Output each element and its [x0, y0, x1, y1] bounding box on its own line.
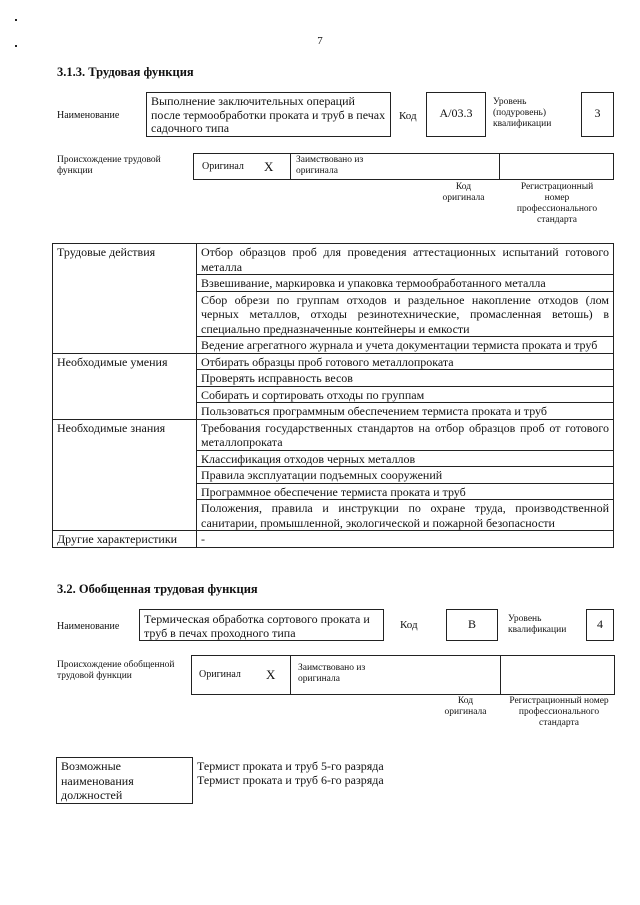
function-name: Термическая обработка сортового проката и труб в печах проходного типа — [144, 612, 370, 640]
code-value: В — [467, 617, 476, 631]
name-label: Наименование — [57, 621, 120, 632]
origin-label: Происхождение обобщенной трудовой функции — [57, 660, 175, 681]
original-label: Оригинал — [199, 669, 241, 680]
table-cell: Отбирать образцы проб готового металлопроката — [197, 353, 614, 370]
page-number: 7 — [317, 35, 323, 47]
code-box — [426, 92, 486, 137]
name-label: Наименование — [57, 110, 120, 121]
scan-mark — [15, 19, 17, 21]
borrowed-label: Заимствовано из оригинала — [298, 663, 366, 684]
level-box — [581, 92, 614, 137]
origin-table — [193, 153, 614, 180]
table-row — [57, 758, 615, 804]
code-label: Код — [399, 110, 417, 122]
table-cell: Взвешивание, маркировка и упаковка термообработанного металла — [197, 275, 614, 292]
section-heading: 3.1.3. Трудовая функция — [57, 65, 194, 79]
original-mark: X — [266, 667, 276, 682]
table-cell: Сбор обрези по группам отходов и раздельное накопление отходов (лом черных металлов, отходы резинотехнические, промасленная ветошь) в специально предназначенные контейнеры и емкости — [197, 291, 614, 337]
level-box — [586, 609, 614, 641]
table-cell: Правила эксплуатации подъемных сооружений — [197, 467, 614, 484]
positions-label: Возможные наименования должностей — [57, 758, 193, 804]
code-label: Код — [400, 619, 418, 631]
table-cell: Требования государственных стандартов на отбор образцов проб от готового металлопроката — [197, 419, 614, 450]
table-cell: Положения, правила и инструкции по охране труда, производственной санитарии, промышленной, экологической и пожарной безопасности — [197, 500, 614, 531]
table-row — [53, 531, 614, 548]
borrowed-label: Заимствовано из оригинала — [296, 155, 364, 176]
level-value: 3 — [594, 106, 601, 120]
table-cell: Собирать и сортировать отходы по группам — [197, 386, 614, 403]
table-cell: Проверять исправность весов — [197, 370, 614, 387]
table-cell: Отбор образцов проб для проведения аттестационных испытаний готового металла — [197, 244, 614, 275]
function-name-box — [146, 92, 391, 137]
original-mark: X — [264, 159, 274, 174]
position-item: Термист проката и труб 5-го разряда — [197, 758, 384, 773]
section-heading: 3.2. Обобщенная трудовая функция — [57, 582, 258, 596]
table-row — [53, 419, 614, 450]
origin-table — [191, 655, 615, 695]
table-cell: Ведение агрегатного журнала и учета документации термиста проката и труб — [197, 337, 614, 354]
original-label: Оригинал — [202, 161, 244, 172]
reg-number-caption: Регистрационный номер профессионального стандарта — [516, 182, 598, 225]
table-row — [53, 353, 614, 370]
function-details-table — [52, 243, 614, 548]
row-label: Другие характеристики — [53, 531, 197, 548]
level-value: 4 — [597, 617, 603, 631]
code-original-caption: Код оригинала — [442, 182, 485, 203]
code-box — [446, 609, 498, 641]
function-name: Выполнение заключительных операций после термообработки проката и труб в печах садочного типа — [151, 94, 386, 135]
level-label: Уровень квалификации — [508, 614, 567, 635]
table-cell: - — [197, 531, 614, 548]
positions-table — [56, 757, 614, 804]
positions-cell — [193, 758, 615, 804]
reg-number-caption: Регистрационный номер профессионального стандарта — [509, 696, 609, 728]
code-original-caption: Код оригинала — [444, 696, 487, 717]
origin-label: Происхождение трудовой функции — [57, 155, 161, 176]
code-value: А/03.3 — [439, 106, 473, 120]
row-label: Трудовые действия — [53, 244, 197, 354]
table-cell: Классификация отходов черных металлов — [197, 450, 614, 467]
table-cell: Пользоваться программным обеспечением термиста проката и труб — [197, 403, 614, 420]
row-label: Необходимые умения — [53, 353, 197, 419]
level-label: Уровень (подуровень) квалификации — [493, 97, 552, 129]
function-name-box — [139, 609, 384, 641]
position-item: Термист проката и труб 6-го разряда — [197, 773, 384, 787]
table-cell: Программное обеспечение термиста проката и труб — [197, 483, 614, 500]
table-row — [53, 244, 614, 275]
row-label: Необходимые знания — [53, 419, 197, 531]
